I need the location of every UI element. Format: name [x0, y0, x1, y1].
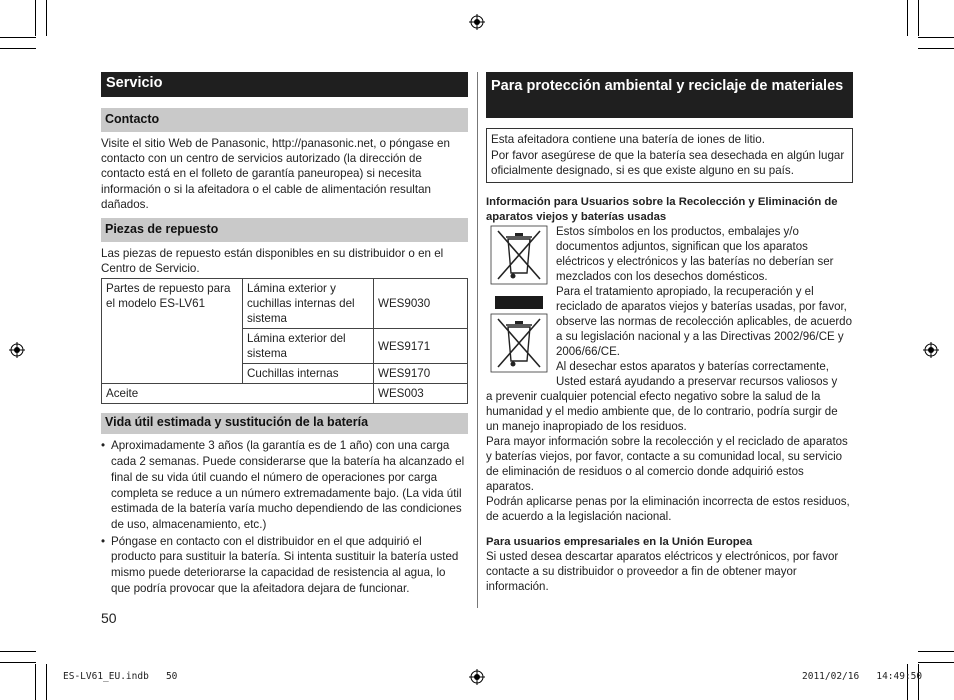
notice-line: Esta afeitadora contiene una batería de iones de litio. — [491, 133, 765, 146]
left-column — [101, 72, 468, 597]
black-bar — [495, 296, 543, 309]
crop-mark — [918, 651, 954, 652]
section-title-servicio: Servicio — [101, 72, 468, 97]
crop-mark — [46, 0, 47, 36]
crop-mark — [907, 0, 908, 36]
symbols — [486, 225, 548, 377]
part-code-cell: WES003 — [374, 384, 468, 404]
battery-notice-box — [486, 128, 853, 183]
page-number: 50 — [101, 610, 117, 626]
registration-mark-icon — [469, 14, 485, 30]
crop-mark — [0, 662, 36, 663]
crop-mark — [35, 0, 36, 36]
crop-mark — [0, 37, 36, 38]
eu-info-p2: Para el tratamiento apropiado, la recuperación y el reciclado de aparatos viejos y baterías usadas, por favor, observe las normas de recolección aplicables, de acuerdo a su legislación nacional y a las Directivas 2002/96/CE y 2006/66/CE. — [556, 285, 852, 358]
crossed-out-wheelie-bin-icon — [490, 225, 548, 285]
column-divider — [477, 72, 478, 608]
crop-mark — [46, 664, 47, 700]
table-row — [102, 384, 468, 404]
crossed-out-wheelie-bin-icon — [490, 313, 548, 373]
list-item: • Póngase en contacto con el distribuidor en el que adquirió el producto para sustituir la batería. Si intenta sustituir la batería usted mismo puede deteriorarse la capacidad de resistencia al agua, lo que podría provocar que la afeitadora dejara de funcionar. — [101, 534, 468, 597]
eu-info-p3a: Al desechar estos aparatos y baterías correctamente, Usted estará ayudando a preservar recursos valiosos y — [556, 360, 838, 388]
crop-mark — [918, 664, 919, 700]
crop-mark — [0, 48, 36, 49]
registration-mark-icon — [469, 669, 485, 685]
table-row — [102, 279, 468, 329]
crop-mark — [35, 664, 36, 700]
crop-mark — [918, 48, 954, 49]
parts-text: Las piezas de repuesto están disponibles en su distribuidor o en el Centro de Servicio. — [101, 247, 444, 276]
eu-info-p5: Podrán aplicarse penas por la eliminación incorrecta de estos residuos, de acuerdo a la legislación nacional. — [486, 495, 850, 523]
eu-info-p4: Para mayor información sobre la recolección y el reciclado de aparatos y baterías viejos, por favor, contacte a su comunidad local, su servicio de eliminación de residuos o al comercio donde adquirió estos aparatos. — [486, 435, 848, 493]
part-code-cell: WES9171 — [374, 329, 468, 364]
eu-info-block — [486, 225, 853, 525]
heading-piezas: Piezas de repuesto — [101, 218, 468, 242]
footer-file: ES-LV61_EU.indb 50 — [63, 671, 178, 682]
business-text: Si usted desea descartar aparatos eléctricos y electrónicos, por favor contacte a su distribuidor o proveedor a fin de obtener mayor información. — [486, 550, 839, 593]
eu-info-p1: Estos símbolos en los productos, embalajes y/o documentos adjuntos, significan que los aparatos eléctricos y electrónicos y las baterías no deberían ser mezclados con los desechos domésticos. — [556, 225, 834, 283]
part-name-cell: Aceite — [102, 384, 374, 404]
section-title-reciclaje: Para protección ambiental y reciclaje de materiales — [486, 72, 853, 118]
heading-bateria: Vida útil estimada y sustitución de la batería — [101, 413, 468, 434]
registration-mark-icon — [923, 342, 939, 358]
registration-mark-icon — [9, 342, 25, 358]
parts-table — [101, 278, 468, 404]
right-column — [486, 72, 853, 595]
part-code-cell: WES9030 — [374, 279, 468, 329]
part-name-cell: Lámina exterior del sistema — [243, 329, 374, 364]
list-item: • Aproximadamente 3 años (la garantía es de 1 año) con una carga cada 2 semanas. Puede considerarse que la batería ha alcanzado el final de su vida útil cuando el número de operaciones por carga completa se reduce a un número extremadamente bajo. (La vida útil estimada de la batería varía mucho dependiendo de las condiciones de uso, almacenamiento, etc.) — [101, 438, 468, 532]
business-heading: Para usuarios empresariales en la Unión Europea — [486, 535, 753, 548]
eu-info-p3b: a prevenir cualquier potencial efecto negativo sobre la salud de la humanidad y el medio ambiente que, de lo contrario, podría surgir de un manejo inapropiado de los residuos. — [486, 390, 838, 433]
crop-mark — [907, 664, 908, 700]
part-code-cell: WES9170 — [374, 364, 468, 384]
crop-mark — [918, 37, 954, 38]
part-name-cell: Lámina exterior y cuchillas internas del sistema — [243, 279, 374, 329]
heading-contacto: Contacto — [101, 108, 468, 132]
footer-date: 2011/02/16 14:49:50 — [802, 671, 923, 682]
notice-line: Por favor asegúrese de que la batería sea desechada en algún lugar oficialmente designado, si es que existe alguno en su país. — [491, 148, 845, 177]
part-name-cell: Cuchillas internas — [243, 364, 374, 384]
crop-mark — [918, 0, 919, 36]
crop-mark — [918, 662, 954, 663]
contact-text: Visite el sitio Web de Panasonic, http://panasonic.net, o póngase en contacto con un centro de servicios autorizado (la dirección de contacto está en el folleto de garantía paneuropea) si necesita información o si la afeitadora o el cable de alimentación resultan dañados. — [101, 137, 450, 211]
model-label-cell: Partes de repuesto para el modelo ES-LV61 — [102, 279, 243, 384]
battery-list — [101, 438, 468, 596]
crop-mark — [0, 651, 36, 652]
eu-info-heading: Información para Usuarios sobre la Recolección y Eliminación de aparatos viejos y baterías usadas — [486, 195, 838, 223]
